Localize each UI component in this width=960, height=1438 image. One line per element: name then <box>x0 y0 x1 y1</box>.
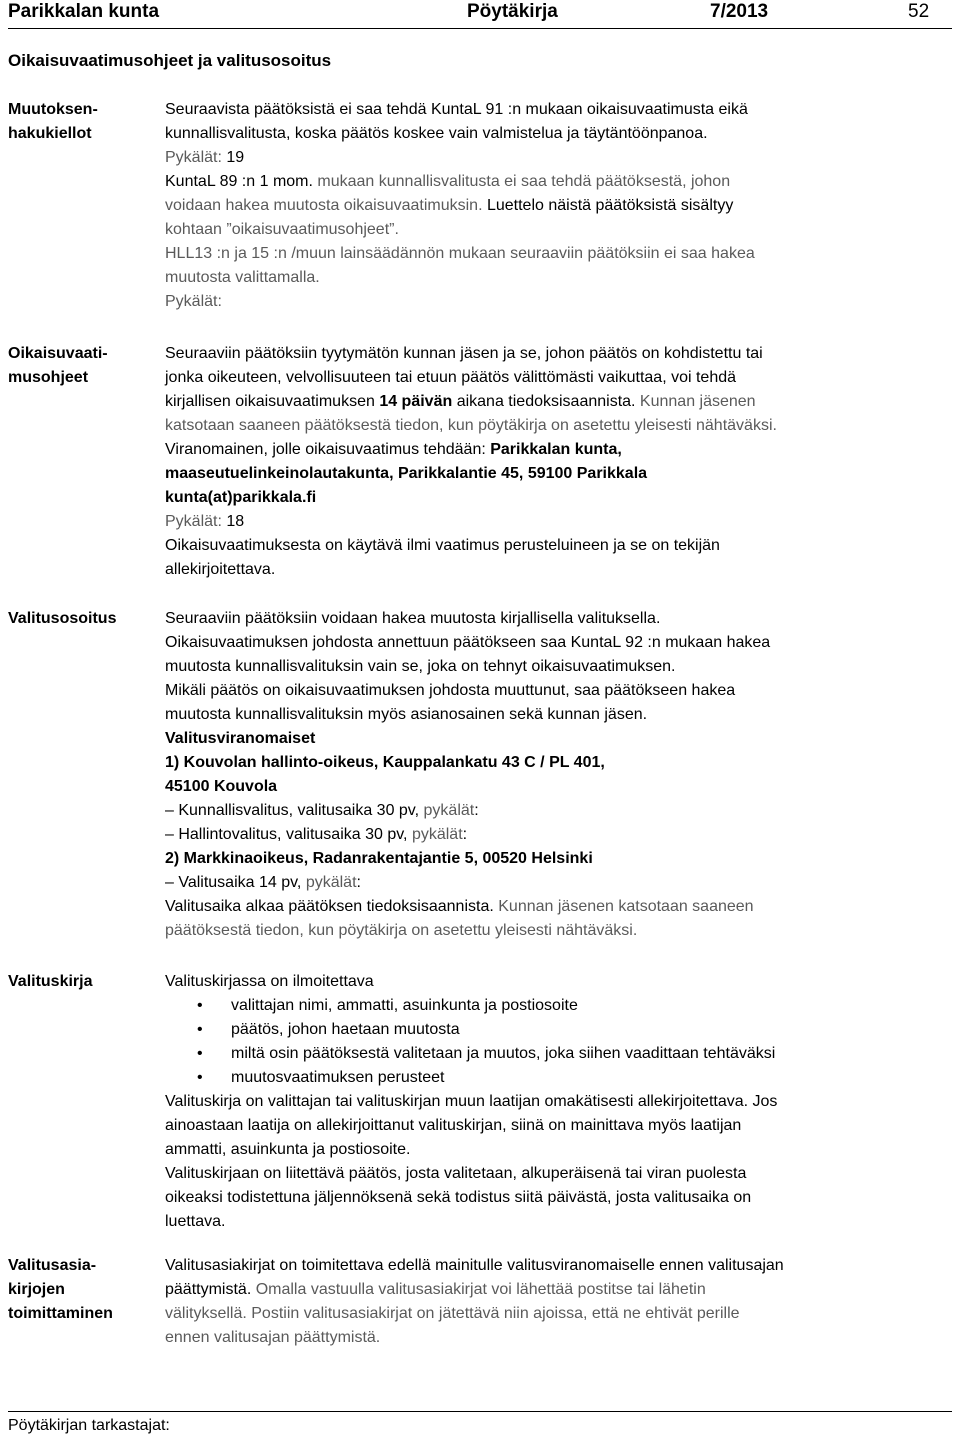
page-number: 52 <box>908 1 930 22</box>
doc-type: Pöytäkirja <box>467 1 558 22</box>
text-line: välityksellä. Postiin valitusasiakirjat on jätettävä niin ajoissa, että ne ehtivät perille <box>165 1305 740 1322</box>
sidebar-label-valitusosoitus <box>8 607 116 631</box>
text-run: Viranomainen, jolle oikaisuvaatimus tehdään: <box>165 441 491 458</box>
text-line: Valituskirjaan on liitettävä päätös, josta valitetaan, alkuperäisenä tai viran puolesta <box>165 1165 747 1182</box>
org-name: Parikkalan kunta <box>8 1 160 22</box>
text-line: katsotaan saaneen päätöksestä tiedon, kun pöytäkirja on asetettu yleisesti nähtäväksi. <box>165 417 777 434</box>
text-run: – Hallintovalitus, valitusaika 30 pv, <box>165 826 412 843</box>
text-line: päätöksestä tiedon, kun pöytäkirja on asetettu yleisesti nähtäväksi. <box>165 922 638 939</box>
text-run: Valitusaika alkaa päätöksen tiedoksisaannista. <box>165 898 499 915</box>
list-item-text: miltä osin päätöksestä valitetaan ja muutos, joka siihen vaadittaan tehtäväksi <box>231 1045 776 1062</box>
text-line: ammatti, asuinkunta ja postiosoite. <box>165 1141 411 1158</box>
page-header <box>0 0 960 24</box>
authority-name: Parikkalan kunta, <box>490 441 622 458</box>
text-line <box>165 1278 957 1302</box>
text-line: Seuraaviin päätöksiin voidaan hakea muutosta kirjallisella valituksella. <box>165 610 661 627</box>
text-line: allekirjoitettava. <box>165 561 276 578</box>
authority-1: 1) Kouvolan hallinto-oikeus, Kauppalankatu 43 C / PL 401, <box>165 754 605 771</box>
text-line <box>165 194 957 218</box>
text-run: : <box>356 874 361 891</box>
pykalat-label: Pykälät: <box>165 149 222 166</box>
header-divider <box>8 28 952 29</box>
list-item-text: päätös, johon haetaan muutosta <box>231 1021 460 1038</box>
text-line: luettava. <box>165 1213 226 1230</box>
text-run: mukaan kunnallisvalitusta ei saa tehdä päätöksestä, johon <box>317 173 731 190</box>
sidebar-label-valituskirja <box>8 970 93 994</box>
text-line: Seuraavista päätöksistä ei saa tehdä KuntaL 91 :n mukaan oikaisuvaatimusta eikä <box>165 101 748 118</box>
text-line <box>165 438 957 462</box>
text-run: Luettelo näistä päätöksistä sisältyy <box>486 197 734 214</box>
text-line: Valituskirja on valittajan tai valituskirjan muun laatijan omakätisesti allekirjoitettava. Jos <box>165 1093 778 1110</box>
list-item <box>165 1042 957 1066</box>
footer-reviewers-label: Pöytäkirjan tarkastajat: <box>8 1417 170 1434</box>
text-run: Kunnan jäsenen <box>639 393 756 410</box>
sidebar-label-line: hakukiellot <box>8 125 92 142</box>
valituskirja-block <box>165 970 957 1234</box>
text-line: kohtaan ”oikaisuvaatimusohjeet”. <box>165 221 399 238</box>
sidebar-label-toimittaminen <box>8 1254 113 1326</box>
authority-address: maaseutuelinkeinolautakunta, Parikkalantie 45, 59100 Parikkala <box>165 465 648 482</box>
text-line: muutosta valittamalla. <box>165 269 320 286</box>
text-run: : <box>474 802 479 819</box>
text-line: muutosta kunnallisvalituksin myös asianosainen sekä kunnan jäsen. <box>165 706 648 723</box>
text-line: HLL13 :n ja 15 :n /muun lainsäädännön mukaan seuraaviin päätöksiin ei saa hakea <box>165 245 755 262</box>
text-line: Valituskirjassa on ilmoitettava <box>165 973 374 990</box>
text-line <box>165 146 957 170</box>
text-line <box>165 170 957 194</box>
text-line <box>165 799 957 823</box>
sidebar-label-line: Oikaisuvaati- <box>8 345 108 362</box>
sidebar-label-line: Valitusosoitus <box>8 610 117 627</box>
kiellot-block <box>165 98 957 314</box>
sidebar-label-line: toimittaminen <box>8 1305 113 1322</box>
text-line <box>165 390 957 414</box>
text-line: jonka oikeuteen, velvollisuuteen tai etuun päätös välittömästi vaikuttaa, voi tehdä <box>165 369 737 386</box>
text-run: KuntaL 89 :n 1 mom. <box>165 173 318 190</box>
text-line: ainoastaan laatija on allekirjoittanut valituskirjan, siinä on mainittava myös laatijan <box>165 1117 742 1134</box>
pykalat-label: pykälät <box>411 826 463 843</box>
text-run: aikana tiedoksisaannista. <box>452 393 640 410</box>
doc-issue: 7/2013 <box>710 1 769 22</box>
list-item <box>165 1066 957 1090</box>
text-line: Mikäli päätös on oikaisuvaatimuksen johdosta muuttunut, saa päätökseen hakea <box>165 682 736 699</box>
pykalat-label: Pykälät: <box>165 293 222 310</box>
valitus-block <box>165 607 957 943</box>
sidebar-label-oikaisuvaatimusohjeet <box>8 342 108 390</box>
text-line: Seuraaviin päätöksiin tyytymätön kunnan jäsen ja se, johon päätös on kohdistettu tai <box>165 345 763 362</box>
sidebar-label-line: kirjojen <box>8 1281 65 1298</box>
deadline-days: 14 päivän <box>379 393 453 410</box>
section-title: Oikaisuvaatimusohjeet ja valitusosoitus <box>8 51 332 70</box>
text-line <box>165 871 957 895</box>
text-run: voidaan hakea muutosta oikaisuvaatimuksin. <box>165 197 487 214</box>
list-item <box>165 994 957 1018</box>
list-item-text: muutosvaatimuksen perusteet <box>231 1069 445 1086</box>
text-line: oikeaksi todistettuna jäljennöksenä sekä todistus siitä päivästä, josta valitusaika on <box>165 1189 752 1206</box>
text-line <box>165 823 957 847</box>
pykalat-label: pykälät <box>305 874 357 891</box>
text-run: päättymistä. <box>165 1281 256 1298</box>
text-run: Omalla vastuulla valitusasiakirjat voi lähettää postitse tai lähetin <box>255 1281 706 1298</box>
text-line: muutosta kunnallisvalituksin vain se, joka on tehnyt oikaisuvaatimuksen. <box>165 658 676 675</box>
bullet-icon: • <box>197 1045 203 1062</box>
pykalat-label: Pykälät: <box>165 513 222 530</box>
text-run: kirjallisen oikaisuvaatimuksen <box>165 393 380 410</box>
text-run: – Valitusaika 14 pv, <box>165 874 306 891</box>
toimitus-block <box>165 1254 957 1350</box>
text-line: ennen valitusajan päättymistä. <box>165 1329 381 1346</box>
bullet-icon: • <box>197 1069 203 1086</box>
text-run: Kunnan jäsenen katsotaan saaneen <box>498 898 754 915</box>
text-line <box>165 510 957 534</box>
footer-divider <box>8 1411 952 1412</box>
authorities-heading: Valitusviranomaiset <box>165 730 316 747</box>
text-line <box>165 895 957 919</box>
sidebar-label-line: Valituskirja <box>8 973 93 990</box>
oikaisu-block <box>165 342 957 582</box>
authority-email: kunta(at)parikkala.fi <box>165 489 317 506</box>
sidebar-label-muutoksenhakukiellot <box>8 98 98 146</box>
text-run: – Kunnallisvalitus, valitusaika 30 pv, <box>165 802 424 819</box>
pykalat-label: pykälät <box>423 802 475 819</box>
sidebar-label-line: Valitusasia- <box>8 1257 97 1274</box>
authority-1-city: 45100 Kouvola <box>165 778 278 795</box>
bullet-icon: • <box>197 997 203 1014</box>
text-line: Oikaisuvaatimuksen johdosta annettuun päätökseen saa KuntaL 92 :n mukaan hakea <box>165 634 771 651</box>
authority-2: 2) Markkinaoikeus, Radanrakentajantie 5, 00520 Helsinki <box>165 850 593 867</box>
text-line: Oikaisuvaatimuksesta on käytävä ilmi vaatimus perusteluineen ja se on tekijän <box>165 537 720 554</box>
text-run: : <box>462 826 468 843</box>
list-item-text: valittajan nimi, ammatti, asuinkunta ja postiosoite <box>231 997 578 1014</box>
sidebar-label-line: Muutoksen- <box>8 101 98 118</box>
pykalat-value: 19 <box>221 149 245 166</box>
text-line: kunnallisvalitusta, koska päätös koskee vain valmistelua ja täytäntöönpanoa. <box>165 125 708 142</box>
sidebar-label-line: musohjeet <box>8 369 89 386</box>
pykalat-value: 18 <box>221 513 245 530</box>
text-line: Valitusasiakirjat on toimitettava edellä mainitulle valitusviranomaiselle ennen valitusajan <box>165 1257 784 1274</box>
bullet-icon: • <box>197 1021 203 1038</box>
list-item <box>165 1018 957 1042</box>
